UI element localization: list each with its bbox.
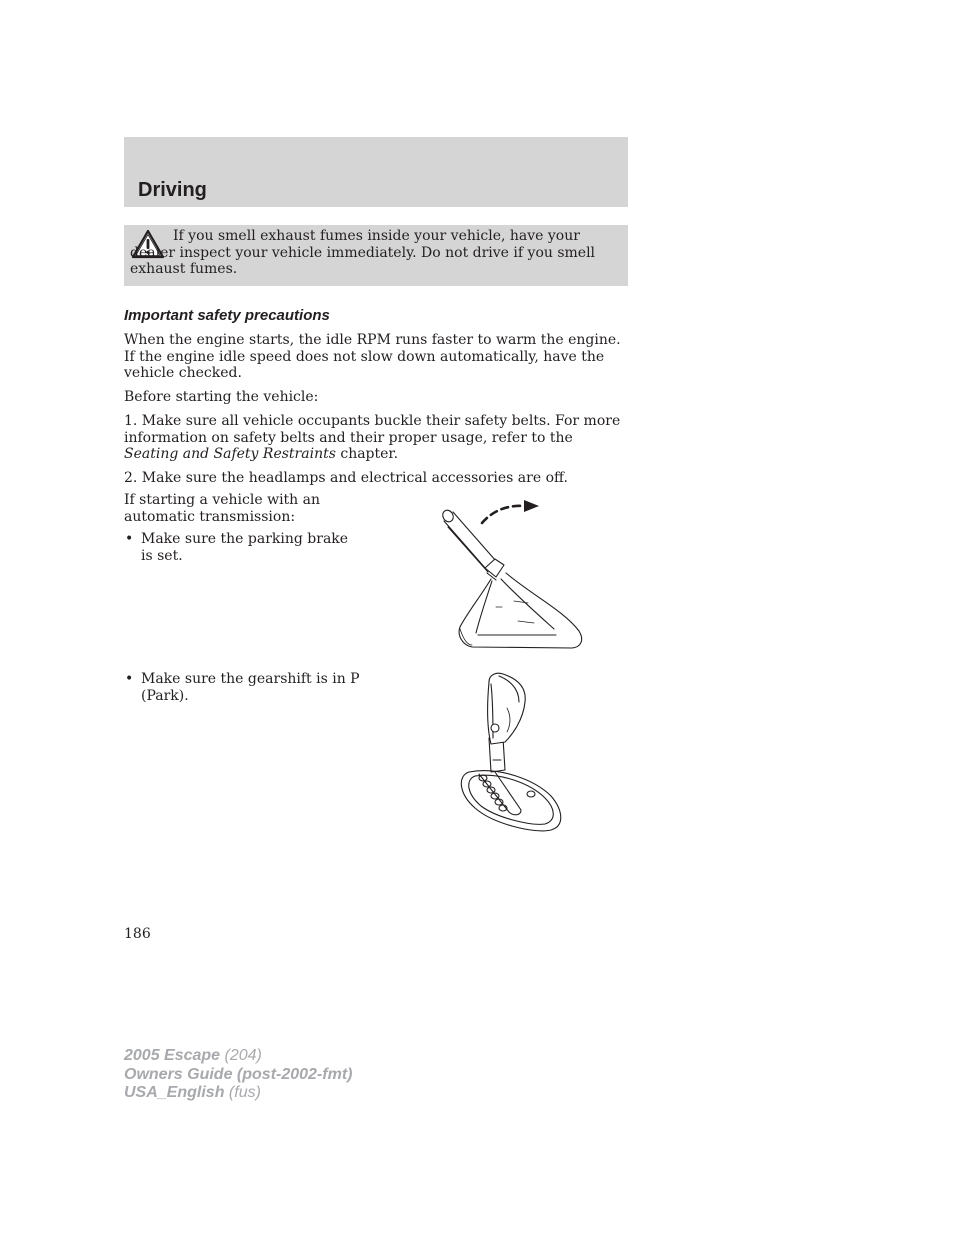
page-number: 186 — [124, 926, 151, 942]
bullet-gearshift-park — [124, 671, 364, 704]
footer-model-code: (204) — [220, 1047, 262, 1064]
paragraph-automatic-transmission: If starting a vehicle with an automatic transmission: — [124, 492, 320, 525]
paragraph-idle-rpm: When the engine starts, the idle RPM runs faster to warm the engine. If the engine idle speed does not slow down automatically, have the vehicle checked. — [124, 332, 621, 381]
footer-line-language — [124, 1084, 352, 1103]
section-title: Driving — [138, 179, 207, 201]
bullet-parking-brake — [124, 531, 364, 564]
paragraph-before-starting: Before starting the vehicle: — [124, 389, 319, 405]
subheading-safety-precautions: Important safety precautions — [124, 307, 330, 324]
footer-guide: Owners Guide (post-2002-fmt) — [124, 1065, 353, 1083]
bullet-marker: • — [125, 531, 134, 547]
footer-line-model — [124, 1047, 352, 1066]
parking-brake-lever-icon — [436, 495, 588, 655]
step-1-safety-belts — [124, 413, 628, 463]
bullet-marker: • — [125, 671, 134, 687]
footer-language-code: (fus) — [224, 1084, 261, 1101]
gearshift-lever-icon — [455, 668, 567, 838]
document-footer — [124, 1047, 352, 1103]
step-1-text: 1. Make sure all vehicle occupants buckle their safety belts. For more information on safety belts and their proper usage, refer to the — [124, 413, 621, 446]
footer-line-guide — [124, 1066, 352, 1085]
bullet-gearshift-text: Make sure the gearshift is in P (Park). — [141, 671, 360, 704]
footer-language: USA_English — [124, 1084, 225, 1101]
warning-box — [124, 225, 628, 286]
chapter-reference-link[interactable]: Seating and Safety Restraints — [124, 446, 336, 462]
bullet-parking-brake-text: Make sure the parking brake is set. — [141, 531, 349, 564]
step-1-text-end: chapter. — [335, 446, 399, 462]
step-2-headlamps: 2. Make sure the headlamps and electrical accessories are off. — [124, 470, 568, 486]
footer-model: 2005 Escape — [124, 1047, 221, 1064]
warning-text: If you smell exhaust fumes inside your vehicle, have your dealer inspect your vehicle immediately. Do not drive if you smell exhaust fumes. — [130, 228, 596, 277]
